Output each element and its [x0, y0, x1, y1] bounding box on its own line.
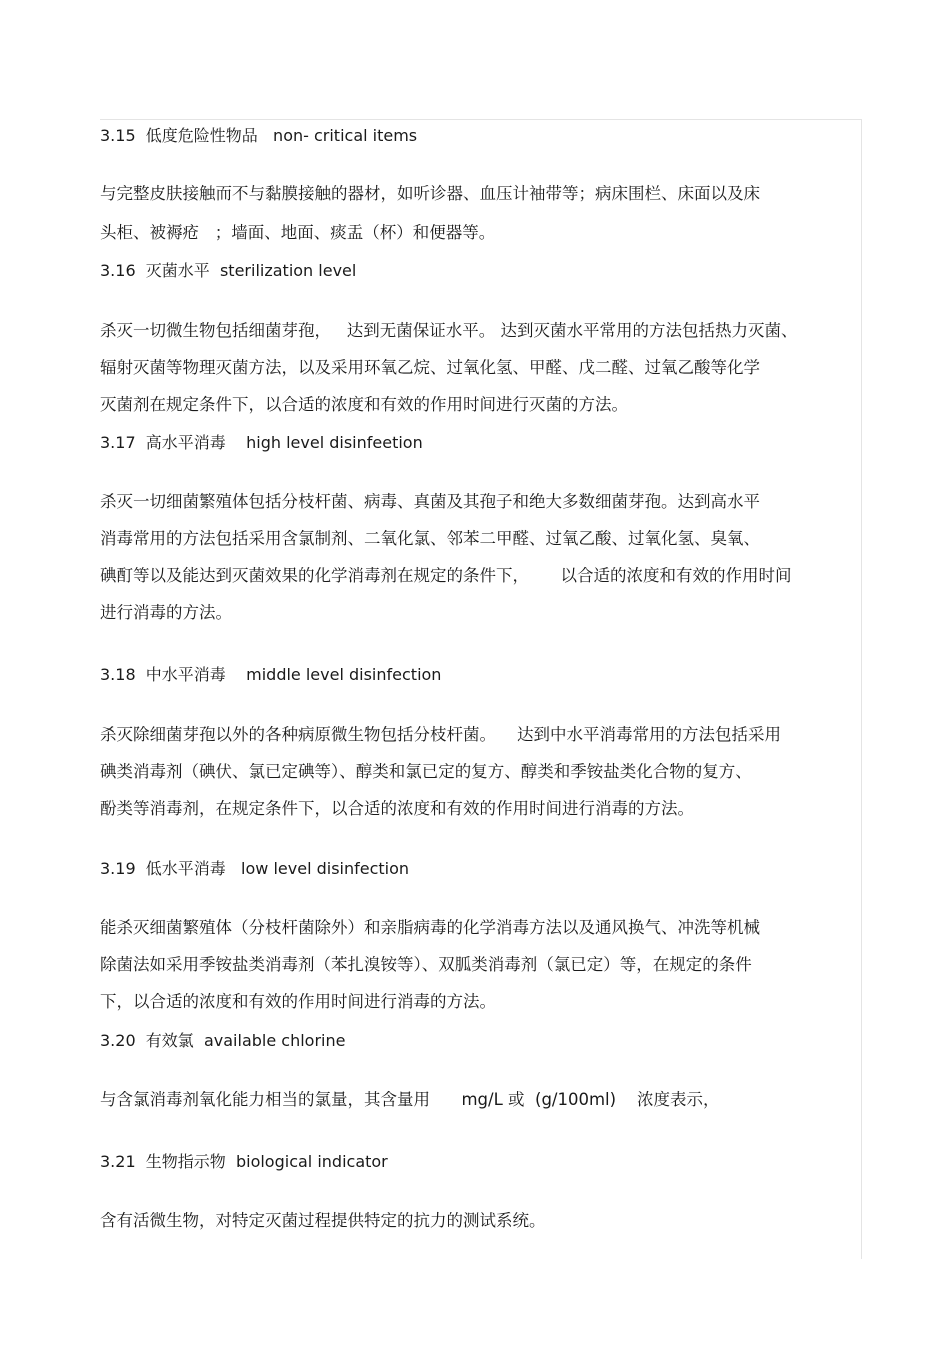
section-heading-3-19: 3.19 低水平消毒 low level disinfection: [100, 859, 410, 878]
paragraph-line: 杀灭一切细菌繁殖体包括分枝杆菌、病毒、真菌及其孢子和绝大多数细菌芽孢。达到高水平: [100, 492, 760, 511]
paragraph-line: 下，以合适的浓度和有效的作用时间进行消毒的方法。: [100, 992, 496, 1011]
paragraph-line: 辐射灭菌等物理灭菌方法，以及采用环氧乙烷、过氧化氢、甲醛、戊二醛、过氧乙酸等化学: [100, 358, 760, 377]
paragraph-line: 碘类消毒剂（碘伏、氯已定碘等）、醇类和氯已定的复方、醇类和季铵盐类化合物的复方、: [100, 762, 752, 781]
paragraph-line: 头柜、被褥疮 ；墙面、地面、痰盂（杯）和便器等。: [100, 223, 496, 242]
paragraph-line: 与完整皮肤接触而不与黏膜接触的器材，如听诊器、血压计袖带等；病床围栏、床面以及床: [100, 184, 760, 203]
section-heading-3-18: 3.18 中水平消毒 middle level disinfection: [100, 665, 442, 684]
paragraph-line: 含有活微生物，对特定灭菌过程提供特定的抗力的测试系统。: [100, 1211, 546, 1230]
paragraph-line: 杀灭除细菌芽孢以外的各种病原微生物包括分枝杆菌。 达到中水平消毒常用的方法包括采用: [100, 725, 781, 744]
section-heading-3-21: 3.21 生物指示物 biological indicator: [100, 1152, 388, 1171]
paragraph-line: 进行消毒的方法。: [100, 603, 232, 622]
paragraph-line: 酚类等消毒剂，在规定条件下，以合适的浓度和有效的作用时间进行消毒的方法。: [100, 799, 694, 818]
page-frame-top: [100, 119, 862, 120]
paragraph-line: 杀灭一切微生物包括细菌芽孢， 达到无菌保证水平。 达到灭菌水平常用的方法包括热力灭菌、: [100, 321, 798, 340]
section-heading-3-15: 3.15 低度危险性物品 non- critical items: [100, 126, 418, 145]
section-heading-3-16: 3.16 灭菌水平 sterilization level: [100, 261, 357, 280]
paragraph-line: 能杀灭细菌繁殖体（分枝杆菌除外）和亲脂病毒的化学消毒方法以及通风换气、冲洗等机械: [100, 918, 760, 937]
paragraph-line: 除菌法如采用季铵盐类消毒剂（苯扎溴铵等）、双胍类消毒剂（氯已定）等，在规定的条件: [100, 955, 752, 974]
paragraph-line: 与含氯消毒剂氧化能力相当的氯量，其含量用 mg/L 或 (g/100ml) 浓度表示，: [100, 1090, 720, 1109]
section-heading-3-20: 3.20 有效氯 available chlorine: [100, 1031, 346, 1050]
paragraph-line: 灭菌剂在规定条件下，以合适的浓度和有效的作用时间进行灭菌的方法。: [100, 395, 628, 414]
paragraph-line: 消毒常用的方法包括采用含氯制剂、二氧化氯、邻苯二甲醛、过氧乙酸、过氧化氢、臭氧、: [100, 529, 760, 548]
page-frame-right: [861, 119, 862, 1259]
paragraph-line: 碘酊等以及能达到灭菌效果的化学消毒剂在规定的条件下， 以合适的浓度和有效的作用时间: [100, 566, 792, 585]
section-heading-3-17: 3.17 高水平消毒 high level disinfeetion: [100, 433, 423, 452]
